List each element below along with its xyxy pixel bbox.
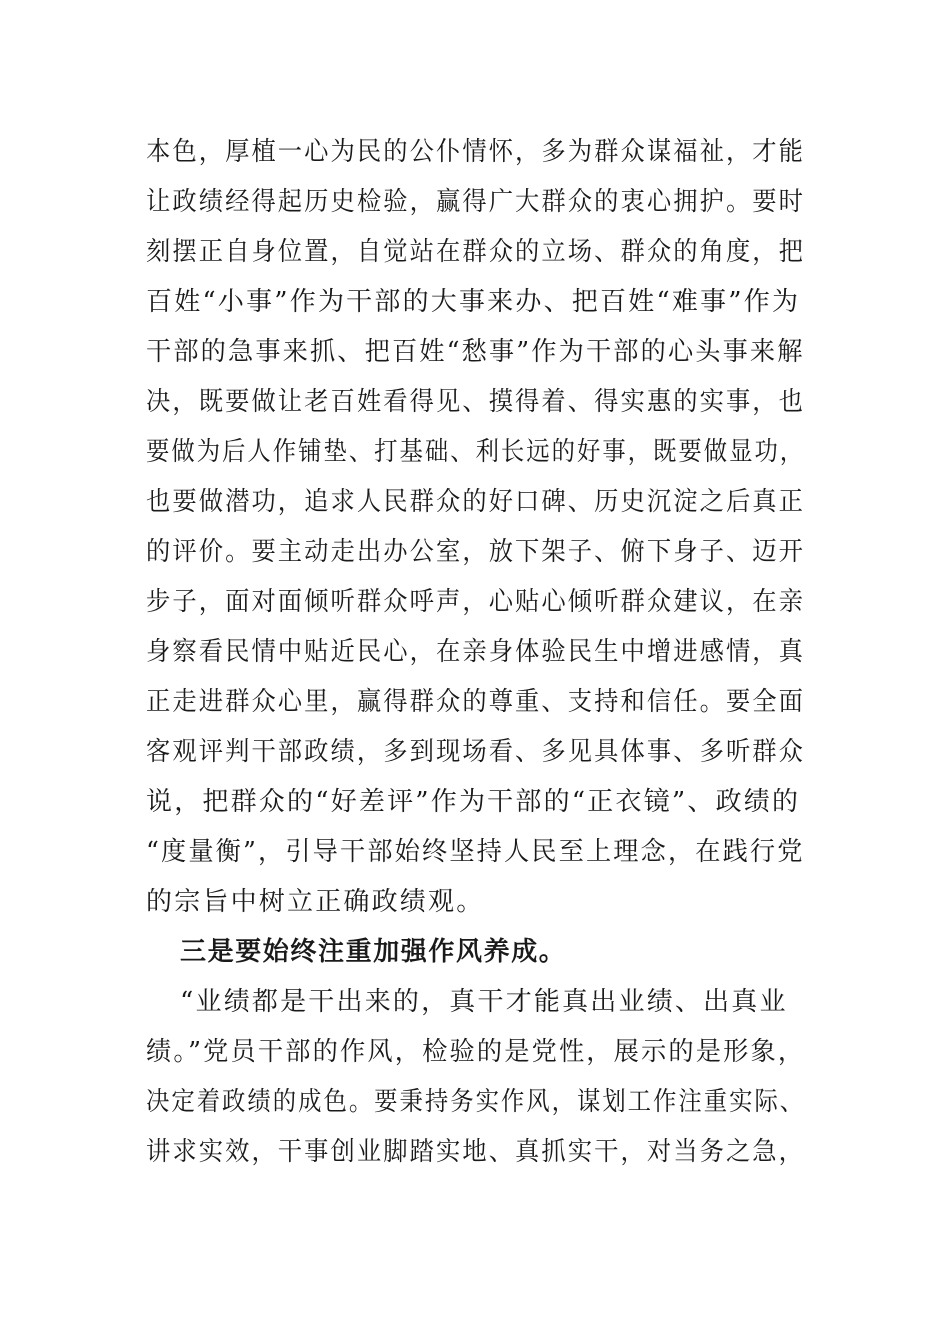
body-text-line: 的评价。要主动走出办公室，放下架子、俯下身子、迈开 [146, 537, 806, 567]
body-text-line: 说，把群众的“好差评”作为干部的“正衣镜”、政绩的 [146, 787, 801, 817]
body-text-line: 让政绩经得起历史检验，赢得广大群众的衷心拥护。要时 [146, 187, 806, 217]
body-text-line: 讲求实效，干事创业脚踏实地、真抓实干，对当务之急， [146, 1137, 806, 1167]
body-text-line: 的宗旨中树立正确政绩观。 [146, 887, 485, 917]
body-text-line: 本色，厚植一心为民的公仆情怀，多为群众谋福祉，才能 [146, 137, 806, 167]
body-text-line: 刻摆正自身位置，自觉站在群众的立场、群众的角度，把 [146, 237, 806, 267]
section-heading: 三是要始终注重加强作风养成。 [180, 937, 567, 967]
body-text-line: 决定着政绩的成色。要秉持务实作风，谋划工作注重实际、 [146, 1087, 806, 1117]
body-text-line: 步子，面对面倾听群众呼声，心贴心倾听群众建议，在亲 [146, 587, 806, 617]
body-text-line: 也要做潜功，追求人民群众的好口碑、历史沉淀之后真正 [146, 487, 806, 517]
body-text-line: 客观评判干部政绩，多到现场看、多见具体事、多听群众 [146, 737, 806, 767]
body-text-line: 百姓“小事”作为干部的大事来办、把百姓“难事”作为 [146, 287, 801, 317]
body-text-line: 干部的急事来抓、把百姓“愁事”作为干部的心头事来解 [146, 337, 805, 367]
body-text-line: “业绩都是干出来的，真干才能真出业绩、出真业 [180, 987, 788, 1017]
body-text-line: 要做为后人作铺垫、打基础、利长远的好事，既要做显功， [146, 437, 806, 467]
body-text-line: 正走进群众心里，赢得群众的尊重、支持和信任。要全面 [146, 687, 806, 717]
body-text-line: 绩。”党员干部的作风，检验的是党性，展示的是形象， [146, 1037, 806, 1067]
body-text-line: “度量衡”，引导干部始终坚持人民至上理念，在践行党 [146, 837, 805, 867]
body-text-line: 身察看民情中贴近民心，在亲身体验民生中增进感情，真 [146, 637, 806, 667]
body-text-line: 决，既要做让老百姓看得见、摸得着、得实惠的实事，也 [146, 387, 806, 417]
